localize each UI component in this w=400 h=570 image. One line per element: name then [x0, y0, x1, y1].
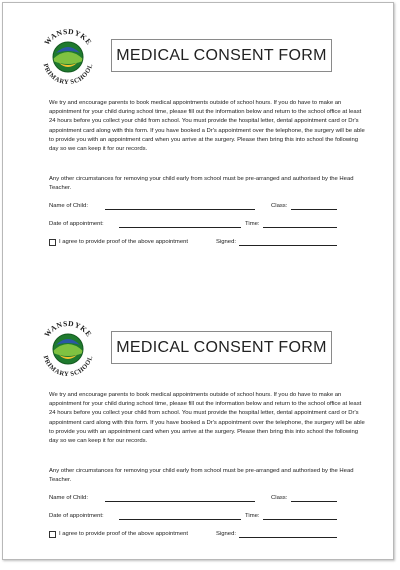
form-title: MEDICAL CONSENT FORM: [111, 39, 332, 72]
form-title: MEDICAL CONSENT FORM: [111, 331, 332, 364]
logo-bottom-text: PRIMARY SCHOOL: [41, 354, 95, 379]
date-of-appointment-field[interactable]: [119, 519, 241, 520]
circumstances-paragraph: Any other circumstances for removing your child early from school must be pre-arranged and authorised by the Head Teacher.: [49, 468, 354, 484]
name-class-row: [49, 493, 369, 503]
class-field[interactable]: [291, 501, 337, 502]
name-of-child-label: Name of Child:: [49, 203, 88, 209]
school-logo: [37, 317, 99, 381]
date-time-row: [49, 511, 369, 521]
time-label: Time:: [245, 513, 260, 519]
date-of-appointment-label: Date of appointment:: [49, 221, 104, 227]
name-class-row: [49, 201, 369, 211]
logo-top-text: WANSDYKE: [42, 26, 94, 47]
agree-signed-row: [49, 529, 369, 539]
circumstances-paragraph: Any other circumstances for removing your child early from school must be pre-arranged and authorised by the Head Teacher.: [49, 176, 354, 192]
consent-form-top: [3, 3, 395, 278]
school-logo: [37, 25, 99, 89]
name-of-child-label: Name of Child:: [49, 495, 88, 501]
document-page: [2, 2, 394, 560]
logo-bottom-text: PRIMARY SCHOOL: [41, 62, 95, 87]
signature-field[interactable]: [239, 245, 337, 246]
agree-checkbox[interactable]: [49, 239, 56, 246]
class-label: Class:: [271, 495, 288, 501]
signed-label: Signed:: [216, 531, 236, 537]
time-field[interactable]: [263, 519, 337, 520]
agree-label: I agree to provide proof of the above appointment: [59, 531, 189, 537]
signed-label: Signed:: [216, 239, 236, 245]
class-field[interactable]: [291, 209, 337, 210]
time-field[interactable]: [263, 227, 337, 228]
instructions-paragraph: We try and encourage parents to book medical appointments outside of school hours. If you do have to make an appointment for your child during school time, please fill out the information below and return to the school office at least 24 hours before you collect your child from school. You must provide the hospital letter, dental appointment card or Dr's appointment card along with this form. If you have booked a Dr's appointment over the telephone, the surgery will be able to provide you with an appointment card when you arrive at the surgery. Please then bring this into school the following day so we can keep it for our records.: [49, 392, 365, 445]
instructions-paragraph: We try and encourage parents to book medical appointments outside of school hours. If you do have to make an appointment for your child during school time, please fill out the information below and return to the school office at least 24 hours before you collect your child from school. You must provide the hospital letter, dental appointment card or Dr's appointment card along with this form. If you have booked a Dr's appointment over the telephone, the surgery will be able to provide you with an appointment card when you arrive at the surgery. Please then bring this into school the following day so we can keep it for our records.: [49, 100, 365, 153]
signature-field[interactable]: [239, 537, 337, 538]
agree-checkbox[interactable]: [49, 531, 56, 538]
consent-form-bottom: [3, 295, 395, 570]
date-of-appointment-label: Date of appointment:: [49, 513, 104, 519]
class-label: Class:: [271, 203, 288, 209]
agree-signed-row: [49, 237, 369, 247]
date-of-appointment-field[interactable]: [119, 227, 241, 228]
time-label: Time:: [245, 221, 260, 227]
agree-label: I agree to provide proof of the above appointment: [59, 239, 189, 245]
name-of-child-field[interactable]: [105, 501, 255, 502]
date-time-row: [49, 219, 369, 229]
name-of-child-field[interactable]: [105, 209, 255, 210]
logo-top-text: WANSDYKE: [42, 318, 94, 339]
